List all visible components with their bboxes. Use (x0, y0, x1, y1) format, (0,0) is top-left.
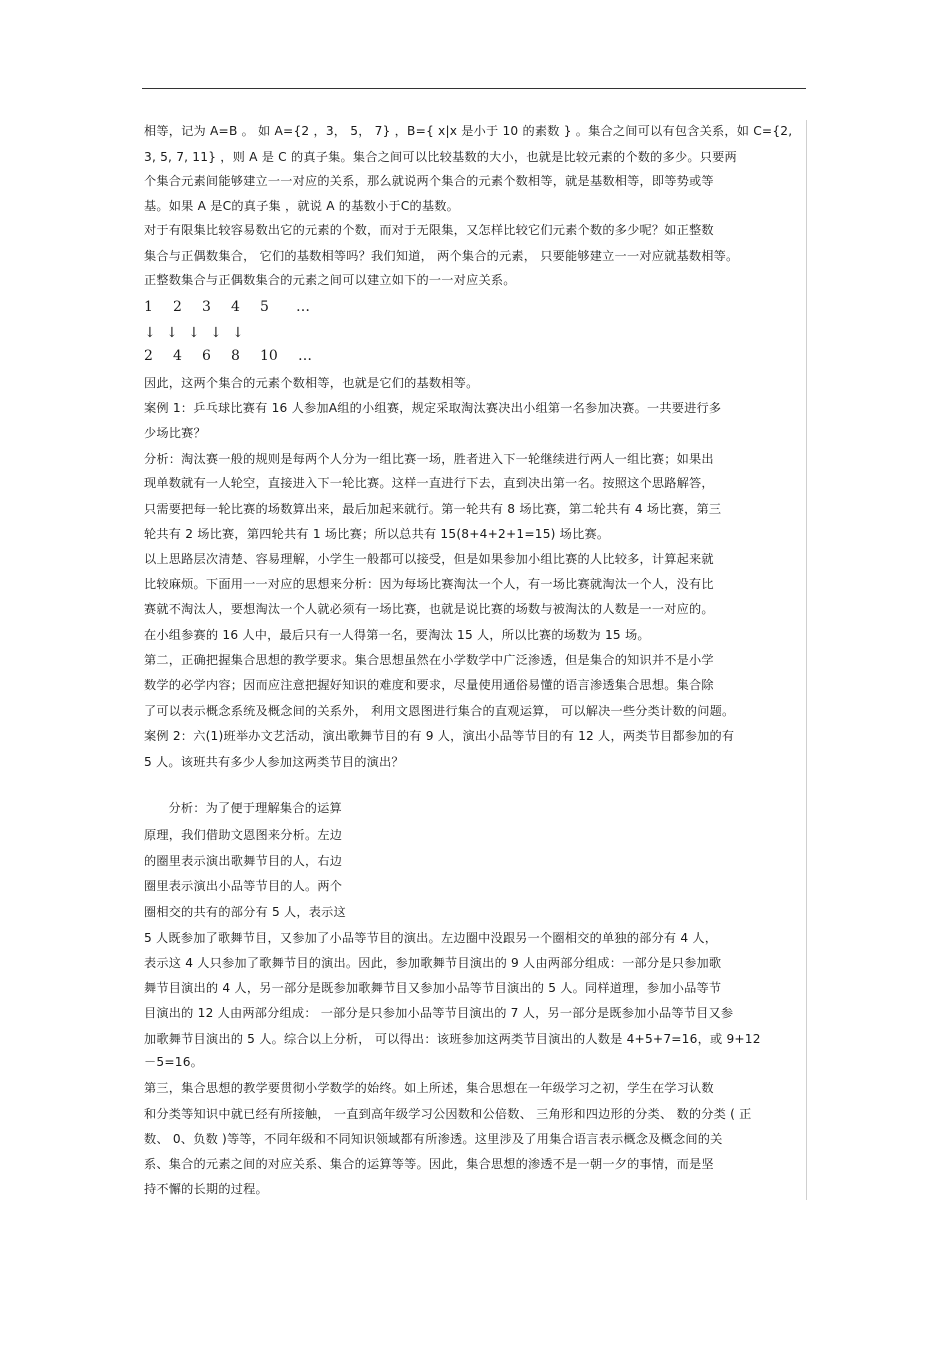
paragraph-line: 案例 1：乒乓球比赛有 16 人参加A组的小组赛，规定采取淘汰赛决出小组第一名参加决赛。一共要进行多 (144, 401, 722, 415)
paragraph-line: 5 人。该班共有多少人参加这两类节目的演出？ (144, 755, 404, 769)
sequence-top-row (144, 299, 310, 315)
paragraph-line: －5=16。 (144, 1055, 204, 1069)
sequence-number: 3 (202, 299, 211, 315)
paragraph-line: 的圈里表示演出歌舞节目的人，右边 (144, 854, 343, 868)
paragraph-line: 数、 0、负数 )等等，不同年级和不同知识领域都有所渗透。这里涉及了用集合语言表示概念及概念间的关 (144, 1132, 723, 1146)
paragraph-line: 在小组参赛的 16 人中，最后只有一人得第一名，要淘汰 15 人，所以比赛的场数为 15 场。 (144, 628, 650, 642)
sequence-number: 8 (231, 348, 240, 364)
paragraph-line: 和分类等知识中就已经有所接触， 一直到高年级学习公因数和公倍数、 三角形和四边形的分类、 数的分类 ( 正 (144, 1107, 752, 1121)
paragraph-line: 比较麻烦。下面用一一对应的思想来分析：因为每场比赛淘汰一个人，有一场比赛就淘汰一个人，没有比 (144, 577, 714, 591)
paragraph-line: 5 人既参加了歌舞节目，又参加了小品等节目的演出。左边圈中没跟另一个圈相交的单独的部分有 4 人， (144, 931, 718, 945)
paragraph-line: 基。如果 A 是C的真子集 ，就说 A 的基数小于C的基数。 (144, 199, 460, 213)
down-arrow-icon: ↓ (210, 325, 222, 341)
paragraph-line: 以上思路层次清楚、容易理解，小学生一般都可以接受，但是如果参加小组比赛的人比较多，计算起来就 (144, 552, 714, 566)
paragraph-line: 现单数就有一人轮空，直接进入下一轮比赛。这样一直进行下去，直到决出第一名。按照这个思路解答， (144, 476, 714, 490)
sequence-number: 2 (144, 348, 153, 364)
sequence-number: 6 (202, 348, 211, 364)
paragraph-line: 赛就不淘汰人，要想淘汰一个人就必须有一场比赛，也就是说比赛的场数与被淘汰的人数是一一对应的。 (144, 602, 714, 616)
paragraph-line: 轮共有 2 场比赛，第四轮共有 1 场比赛；所以总共有 15(8+4+2+1=15) 场比赛。 (144, 527, 610, 541)
paragraph-line: 加歌舞节目演出的 5 人。综合以上分析， 可以得出：该班参加这两类节目演出的人数是 4+5+7=16，或 9+12 (144, 1032, 761, 1046)
paragraph-line: 了可以表示概念系统及概念间的关系外， 利用文恩图进行集合的直观运算， 可以解决一些分类计数的问题。 (144, 704, 735, 718)
sequence-number: 10 (260, 348, 278, 364)
paragraph-line: 少场比赛？ (144, 426, 206, 440)
paragraph-line: 案例 2：六(1)班举办文艺活动，演出歌舞节目的有 9 人，演出小品等节目的有 12 人，两类节目都参加的有 (144, 729, 735, 743)
ellipsis: … (298, 348, 312, 364)
sequence-number: 1 (144, 299, 153, 315)
sequence-number: 5 (260, 299, 269, 315)
down-arrow-icon: ↓ (144, 325, 156, 341)
sequence-number: 4 (173, 348, 182, 364)
paragraph-line: 分析：淘汰赛一般的规则是每两个人分为一组比赛一场，胜者进入下一轮继续进行两人一组比赛；如果出 (144, 452, 714, 466)
paragraph-line: 正整数集合与正偶数集合的元素之间可以建立如下的一一对应关系。 (144, 273, 516, 287)
down-arrow-icon: ↓ (188, 325, 200, 341)
paragraph-line: 第三，集合思想的教学要贯彻小学数学的始终。如上所述，集合思想在一年级学习之初，学生在学习认数 (144, 1081, 714, 1095)
paragraph-line: 原理，我们借助文恩图来分析。左边 (144, 828, 343, 842)
paragraph-line: 相等，记为 A=B 。 如 A={2 ，3， 5， 7} ，B={ x|x 是小于 10 的素数 } 。集合之间可以有包含关系，如 C={2, (144, 124, 793, 138)
paragraph-line: 舞节目演出的 4 人，另一部分是既参加歌舞节目又参加小品等节目演出的 5 人。同样道理，参加小品等节 (144, 981, 722, 995)
paragraph-line: 数学的必学内容；因而应注意把握好知识的难度和要求，尽量使用通俗易懂的语言渗透集合思想。集合除 (144, 678, 714, 692)
paragraph-line: 圈相交的共有的部分有 5 人，表示这 (144, 905, 346, 919)
paragraph-line: 个集合元素间能够建立一一对应的关系，那么就说两个集合的元素个数相等，就是基数相等，即等势或等 (144, 174, 714, 188)
paragraph-line: 第二，正确把握集合思想的教学要求。集合思想虽然在小学数学中广泛渗透，但是集合的知识并不是小学 (144, 653, 714, 667)
paragraph-line: 分析：为了便于理解集合的运算 (144, 801, 342, 815)
sequence-number: 4 (231, 299, 240, 315)
header-rule (142, 88, 806, 89)
paragraph-line: 因此，这两个集合的元素个数相等，也就是它们的基数相等。 (144, 376, 479, 390)
paragraph-line: 圈里表示演出小品等节目的人。两个 (144, 879, 343, 893)
paragraph-line: 对于有限集比较容易数出它的元素的个数，而对于无限集，又怎样比较它们元素个数的多少呢？如正整数 (144, 223, 714, 237)
paragraph-line: 3, 5, 7, 11} ，则 A 是 C 的真子集。集合之间可以比较基数的大小，也就是比较元素的个数的多少。只要两 (144, 150, 737, 164)
sequence-number: 2 (173, 299, 182, 315)
paragraph-line: 只需要把每一轮比赛的场数算出来，最后加起来就行。第一轮共有 8 场比赛，第二轮共有 4 场比赛，第三 (144, 502, 722, 516)
paragraph-line: 表示这 4 人只参加了歌舞节目的演出。因此，参加歌舞节目演出的 9 人由两部分组成：一部分是只参加歌 (144, 956, 722, 970)
down-arrow-icon: ↓ (166, 325, 178, 341)
sequence-arrow-row (144, 325, 244, 341)
paragraph-line: 持不懈的长期的过程。 (144, 1182, 268, 1196)
margin-line (806, 120, 807, 1200)
sequence-bottom-row (144, 348, 312, 364)
paragraph-line: 系、集合的元素之间的对应关系、集合的运算等等。因此，集合思想的渗透不是一朝一夕的事情，而是坚 (144, 1157, 714, 1171)
paragraph-line: 目演出的 12 人由两部分组成： 一部分是只参加小品等节目演出的 7 人，另一部分是既参加小品等节目又参 (144, 1006, 734, 1020)
ellipsis: … (296, 299, 310, 315)
paragraph-line: 集合与正偶数集合， 它们的基数相等吗？我们知道， 两个集合的元素， 只要能够建立一一对应就基数相等。 (144, 249, 739, 263)
down-arrow-icon: ↓ (232, 325, 244, 341)
